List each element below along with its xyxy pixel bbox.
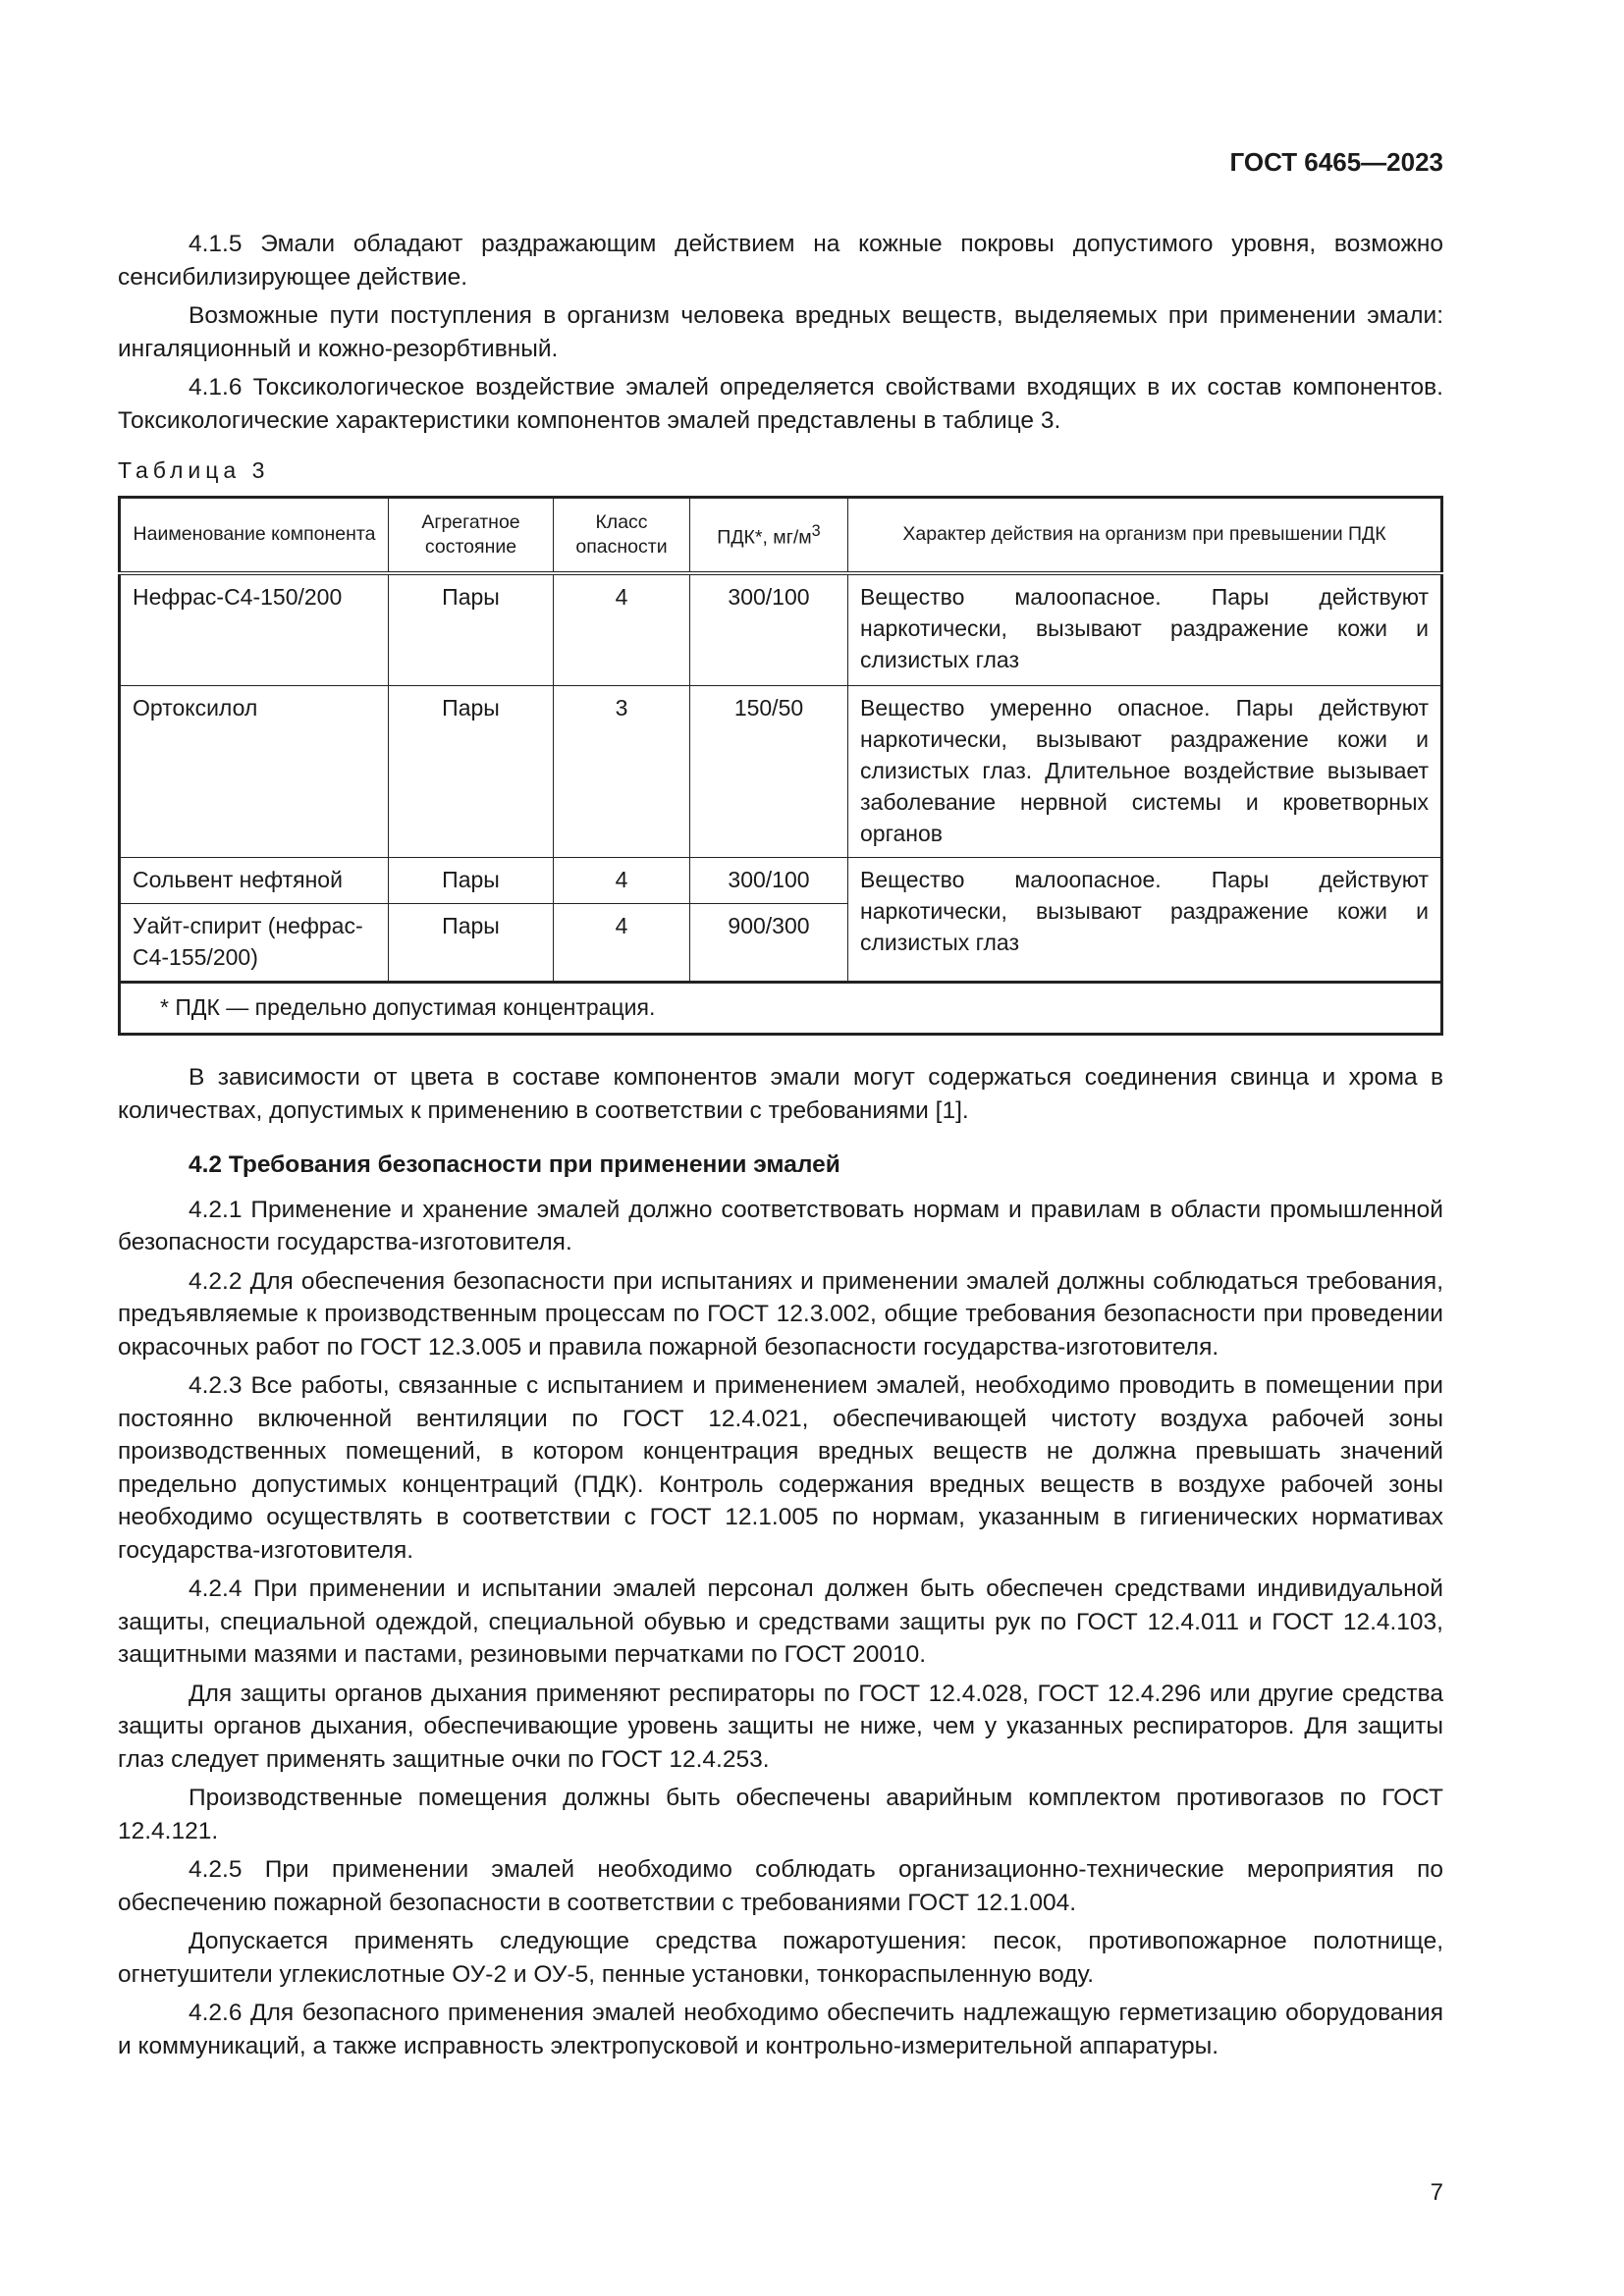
paragraph: 4.2.6 Для безопасного применения эмалей необходимо обеспечить надлежащую герметизацию оборудования и коммуникаций, а также исправность электропусковой и контрольно-измерительной аппаратуры. bbox=[118, 2000, 1443, 2059]
table-caption: Таблица 3 bbox=[118, 457, 270, 483]
paragraph: В зависимости от цвета в составе компонентов эмали могут содержаться соединения свинца и хрома в количествах, допустимых к применению в соответствии с требованиями [1]. bbox=[118, 1064, 1443, 1124]
cell-name: Ортоксилол bbox=[120, 686, 389, 858]
cell-effect: Вещество малоопасное. Пары действуют наркотически, вызывают раздражение кожи и слизистых глаз bbox=[848, 858, 1442, 983]
cell-state: Пары bbox=[389, 858, 554, 904]
cell-state: Пары bbox=[389, 686, 554, 858]
cell-pdk: 300/100 bbox=[690, 573, 848, 686]
paragraph: 4.1.5 Эмали обладают раздражающим действием на кожные покровы допустимого уровня, возможно сенсибилизирующее действие. bbox=[118, 231, 1443, 291]
cell-name: Нефрас-С4-150/200 bbox=[120, 573, 389, 686]
cell-effect: Вещество малоопасное. Пары действуют наркотически, вызывают раздражение кожи и слизистых глаз bbox=[848, 573, 1442, 686]
paragraph: 4.2.5 При применении эмалей необходимо соблюдать организационно-технические мероприятия по обеспечению пожарной безопасности в соответствии с требованиями ГОСТ 12.1.004. bbox=[118, 1856, 1443, 1916]
paragraph: 4.1.6 Токсикологическое воздействие эмалей определяется свойствами входящих в их состав компонентов. Токсикологические характеристики компонентов эмалей представлены в таблице 3. bbox=[118, 374, 1443, 434]
page-content bbox=[118, 228, 1443, 2068]
table-row bbox=[120, 573, 1442, 686]
cell-pdk: 150/50 bbox=[690, 686, 848, 858]
toxicology-table bbox=[118, 496, 1443, 1037]
section-heading: 4.2 Требования безопасности при применении эмалей bbox=[189, 1151, 840, 1178]
table-footnote: * ПДК — предельно допустимая концентрация. bbox=[120, 983, 1442, 1035]
column-header-pdk: ПДК*, $мг/м^3$ bbox=[690, 497, 848, 573]
paragraph: 4.2.1 Применение и хранение эмалей должно соответствовать нормам и правилам в области промышленной безопасности государства-изготовителя. bbox=[118, 1196, 1443, 1255]
paragraph: Допускается применять следующие средства пожаротушения: песок, противопожарное полотнище, огнетушители углекислотные ОУ-2 и ОУ-5, пенные установки, тонкораспыленную воду. bbox=[118, 1928, 1443, 1988]
cell-class: 3 bbox=[554, 686, 690, 858]
paragraph: 4.2.4 При применении и испытании эмалей персонал должен быть обеспечен средствами индивидуальной защиты, специальной одеждой, специальной обувью и средствами защиты рук по ГОСТ 12.4.011 и ГОСТ 12.4.103, защитными мазями и пастами, резиновыми перчатками по ГОСТ 20010. bbox=[118, 1575, 1443, 1668]
column-header-state: Агрегатное состояние bbox=[389, 497, 554, 573]
column-header-class: Класс опасности bbox=[554, 497, 690, 573]
cell-class: 4 bbox=[554, 904, 690, 983]
table-row bbox=[120, 686, 1442, 858]
table-row bbox=[120, 858, 1442, 904]
document-id-header: ГОСТ 6465—2023 bbox=[1229, 147, 1443, 177]
table-footnote-row bbox=[120, 983, 1442, 1035]
paragraph: Для защиты органов дыхания применяют респираторы по ГОСТ 12.4.028, ГОСТ 12.4.296 или другие средства защиты органов дыхания, обеспечивающие уровень защиты не ниже, чем у указанных респираторов. Для защиты глаз следует применять защитные очки по ГОСТ 12.4.253. bbox=[118, 1680, 1443, 1773]
cell-name: Уайт-спирит (нефрас-С4-155/200) bbox=[120, 904, 389, 983]
column-header-effect: Характер действия на организм при превышении ПДК bbox=[848, 497, 1442, 573]
page-number: 7 bbox=[1430, 2179, 1443, 2206]
column-header-name: Наименование компонента bbox=[120, 497, 389, 573]
cell-name: Сольвент нефтяной bbox=[120, 858, 389, 904]
cell-class: 4 bbox=[554, 858, 690, 904]
paragraph: Производственные помещения должны быть обеспечены аварийным комплектом противогазов по ГОСТ 12.4.121. bbox=[118, 1785, 1443, 1844]
table-header-row bbox=[120, 497, 1442, 573]
paragraph: Возможные пути поступления в организм человека вредных веществ, выделяемых при применении эмали: ингаляционный и кожно-резорбтивный. bbox=[118, 302, 1443, 362]
cell-state: Пары bbox=[389, 904, 554, 983]
paragraph: 4.2.2 Для обеспечения безопасности при испытаниях и применении эмалей должны соблюдаться требования, предъявляемые к производственным процессам по ГОСТ 12.3.002, общие требования безопасности при проведении окрасочных работ по ГОСТ 12.3.005 и правила пожарной безопасности государства-изготовителя. bbox=[118, 1267, 1443, 1361]
cell-effect: Вещество умеренно опасное. Пары действуют наркотически, вызывают раздражение кожи и слизистых глаз. Длительное воздействие вызывает заболевание нервной системы и кроветворных органов bbox=[848, 686, 1442, 858]
cell-class: 4 bbox=[554, 573, 690, 686]
cell-state: Пары bbox=[389, 573, 554, 686]
paragraph: 4.2.3 Все работы, связанные с испытанием и применением эмалей, необходимо проводить в помещении при постоянно включенной вентиляции по ГОСТ 12.4.021, обеспечивающей чистоту воздуха рабочей зоны производственных помещений, в котором концентрация вредных веществ не должна превышать значений предельно допустимых концентраций (ПДК). Контроль содержания вредных веществ в воздухе рабочей зоны необходимо осуществлять в соответствии с ГОСТ 12.1.005 по нормам, указанным в гигиенических нормативах государства-изготовителя. bbox=[118, 1372, 1443, 1564]
cell-pdk: 300/100 bbox=[690, 858, 848, 904]
cell-pdk: 900/300 bbox=[690, 904, 848, 983]
